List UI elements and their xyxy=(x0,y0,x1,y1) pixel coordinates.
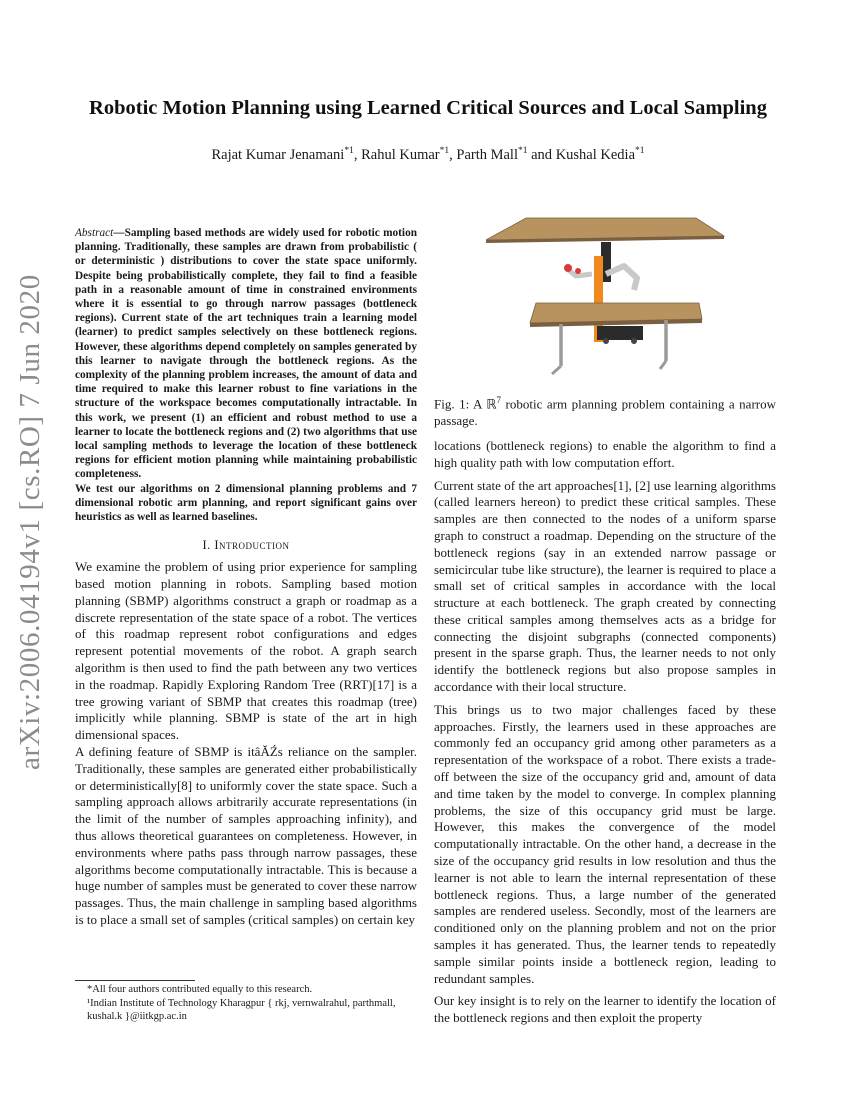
table-leg xyxy=(660,361,666,369)
author-list: Rajat Kumar Jenamani$^{*1}$, Rahul Kumar$^{*1}$, Parth Mall$^{*1}$ and Kushal Kedia$^{*1}$ xyxy=(211,146,645,163)
author-name: Kushal Kedia xyxy=(555,146,636,163)
abstract-paragraph: Sampling based methods are widely used for robotic motion planning. Traditionally, these samples are drawn from probabilistic ( or deterministic ) distributions to cover the state space uniformly. Despite being probabilistically complete, they fail to find a feasible path in a reasonable amount of time in constrained environments where it is essential to go through narrow passages (bottleneck regions). Current state of the art techniques train a learning model (learner) to predict samples selectively on these bottleneck regions. However, these algorithms depend completely on samples generated by this learner to navigate through the bottleneck regions. As the complexity of the planning problem increases, the amount of data and time required to make this learner robust to fine variations in the structure of the workspace becomes computationally intractable. In this work, we present (1) an efficient and robust method to use a learner to locate the bottleneck regions and (2) two algorithms that use local sampling methods to leverage the location of these bottleneck regions for efficient motion planning while maintaining probabilistic completeness. xyxy=(75,227,417,481)
intro-paragraph: We examine the problem of using prior experience for sampling based motion planning in robots. Sampling based motion planning (SBMP) algorithms construct a graph or roadmap as a discrete representation of the state space of a robot. The vertices of this roadmap represent robot configurations and edges represent potential movements of the robot. A graph search algorithm is then used to find the path between any two vertices in the roadmap. Rapidly Exploring Random Tree (RRT)[17] is a tree growing variant of SBMP that creates this roadmap (tree) implicitly while planning. SBMP is state of the art in high dimensional spaces. xyxy=(75,559,417,743)
gripper-marker xyxy=(575,268,581,274)
arxiv-identifier-stamp: arXiv:2006.04194v1 [cs.RO] 7 Jun 2020 xyxy=(14,274,46,770)
author-name: Rajat Kumar Jenamani xyxy=(211,146,345,163)
body-paragraph: This brings us to two major challenges faced by these approaches. Firstly, the learners used in these approaches are commonly fed an occupancy grid among other parameters as a representation of the workspace of a robot. There exists a trade-off between the size of the occupancy grid and, amount of data and time taken by the model to converge. In complex planning problems, the size of this occupancy grid must be large. However, this makes the convergence of the model computationally intractable. On the other hand, a decrease in the size of the occupancy grid results in low resolution and thus the learner is not able to learn the internal representation of these bottleneck regions. Thus, a large number of the generated samples are rendered useless. Secondly, most of the learners are conditioned only on the planning problem and not on the prior samples it has generated. Thus, the learner tends to repeatedly sample similar points inside a bottleneck region, leading to redundant samples. xyxy=(434,701,776,986)
robot-base xyxy=(597,326,643,340)
author-affiliation-mark: *1 xyxy=(635,146,645,156)
right-column xyxy=(434,206,776,1033)
robot-scene-illustration xyxy=(434,206,776,384)
author-name: Parth Mall xyxy=(456,146,518,163)
right-column-body xyxy=(434,438,776,1027)
gripper-marker xyxy=(564,264,572,272)
figure-robot-arm-scene xyxy=(434,206,776,384)
footnote: ¹Indian Institute of Technology Kharagpur { rkj, vernwalrahul, parthmall, kushal.k }@iitkgp.ac.in xyxy=(87,997,396,1022)
author-affiliation-mark: *1 xyxy=(439,146,450,156)
abstract: Abstract—Sampling based methods are widely used for robotic motion planning. Traditionally, these samples are drawn from probabilistic ( or deterministic ) distributions to cover the state space uniformly. Despite being probabilistically complete, they fail to find a feasible path in a reasonable amount of time in constrained environments where it is essential to go through narrow passages (bottleneck regions). Current state of the art techniques train a learning model (learner) to predict samples selectively on these bottleneck regions. However, these algorithms depend completely on samples generated by this learner to navigate through the bottleneck regions. As the complexity of the planning problem increases, the amount of data and time required to make this learner robust to fine variations in the structure of the workspace becomes computationally intractable. In this work, we present (1) an efficient and robust method to use a learner to locate the bottleneck regions and (2) two algorithms that use local sampling methods to leverage the location of these bottleneck regions for efficient motion planning while maintaining probabilistic completeness. We test our algorithms on 2 dimensional planning problems and 7 dimensional robotic arm planning, and report significant gains over heuristics as well as learned baselines. xyxy=(75,227,417,524)
body-paragraph: locations (bottleneck regions) to enable the algorithm to find a high quality path with low computation effort. xyxy=(434,437,776,470)
robot-wheel xyxy=(631,338,637,344)
intro-paragraph: A defining feature of SBMP is itâĂŹs reliance on the sampler. Traditionally, these samples are generated either probabilistically or deterministically[8] to uniformly cover the state space. Such a sampling approach allows arbitrarily accurate representations (in the limit of the number of samples approaching infinity), and thus allows theoretical guarantees on completeness. However, in environments where paths pass through narrow passages, these algorithms become computationally intractable. This is because a huge number of samples must be generated to cover these narrow passages. Thus, the main challenge in sampling based algorithms is to place a small set of samples (critical samples) on certain key xyxy=(75,744,417,927)
author-affiliation-mark: *1 xyxy=(518,146,528,156)
left-column xyxy=(75,226,417,929)
table-leg xyxy=(552,366,561,374)
author-affiliation-mark: *1 xyxy=(344,146,354,156)
section-heading-introduction: I. Introduction xyxy=(202,538,290,553)
abstract-label: Abstract xyxy=(75,227,114,239)
body-paragraph: Our key insight is to rely on the learner to identify the location of the bottleneck regions and then exploit the property xyxy=(434,993,776,1026)
footnote: *All four authors contributed equally to this research. xyxy=(87,984,313,995)
abstract-paragraph: We test our algorithms on 2 dimensional planning problems and 7 dimensional robotic arm planning, and report significant gains over heuristics as well as learned baselines. xyxy=(75,482,417,524)
figure-caption: Fig. 1: A ℝ$^7$ robotic arm planning problem containing a narrow passage. xyxy=(434,395,776,429)
paper-title: Robotic Motion Planning using Learned Critical Sources and Local Sampling xyxy=(89,97,767,119)
body-paragraph: Current state of the art approaches[1], [2] use learning algorithms (called learners hereon) to predict these critical samples. These samples are then connected to the nodes of a uniform sparse graph to construct a roadmap. Depending on the structure of the bottleneck regions (say in an extended narrow passage or semicircular tube like structure), the learner is required to place a small set of critical samples in accordance with the local structure at each bottleneck. The graph created by connecting these critical samples among themselves acts as a bridge for connecting the disjoint subgraphs (connected components) present in the sparse graph. Thus, the learner needs to not only identify the bottleneck regions but also propose samples in accordance with their local structure. xyxy=(434,477,776,695)
robot-wheel xyxy=(603,338,609,344)
author-name: Rahul Kumar xyxy=(361,146,440,163)
footnote-rule xyxy=(75,980,195,981)
footnotes xyxy=(75,983,423,1024)
